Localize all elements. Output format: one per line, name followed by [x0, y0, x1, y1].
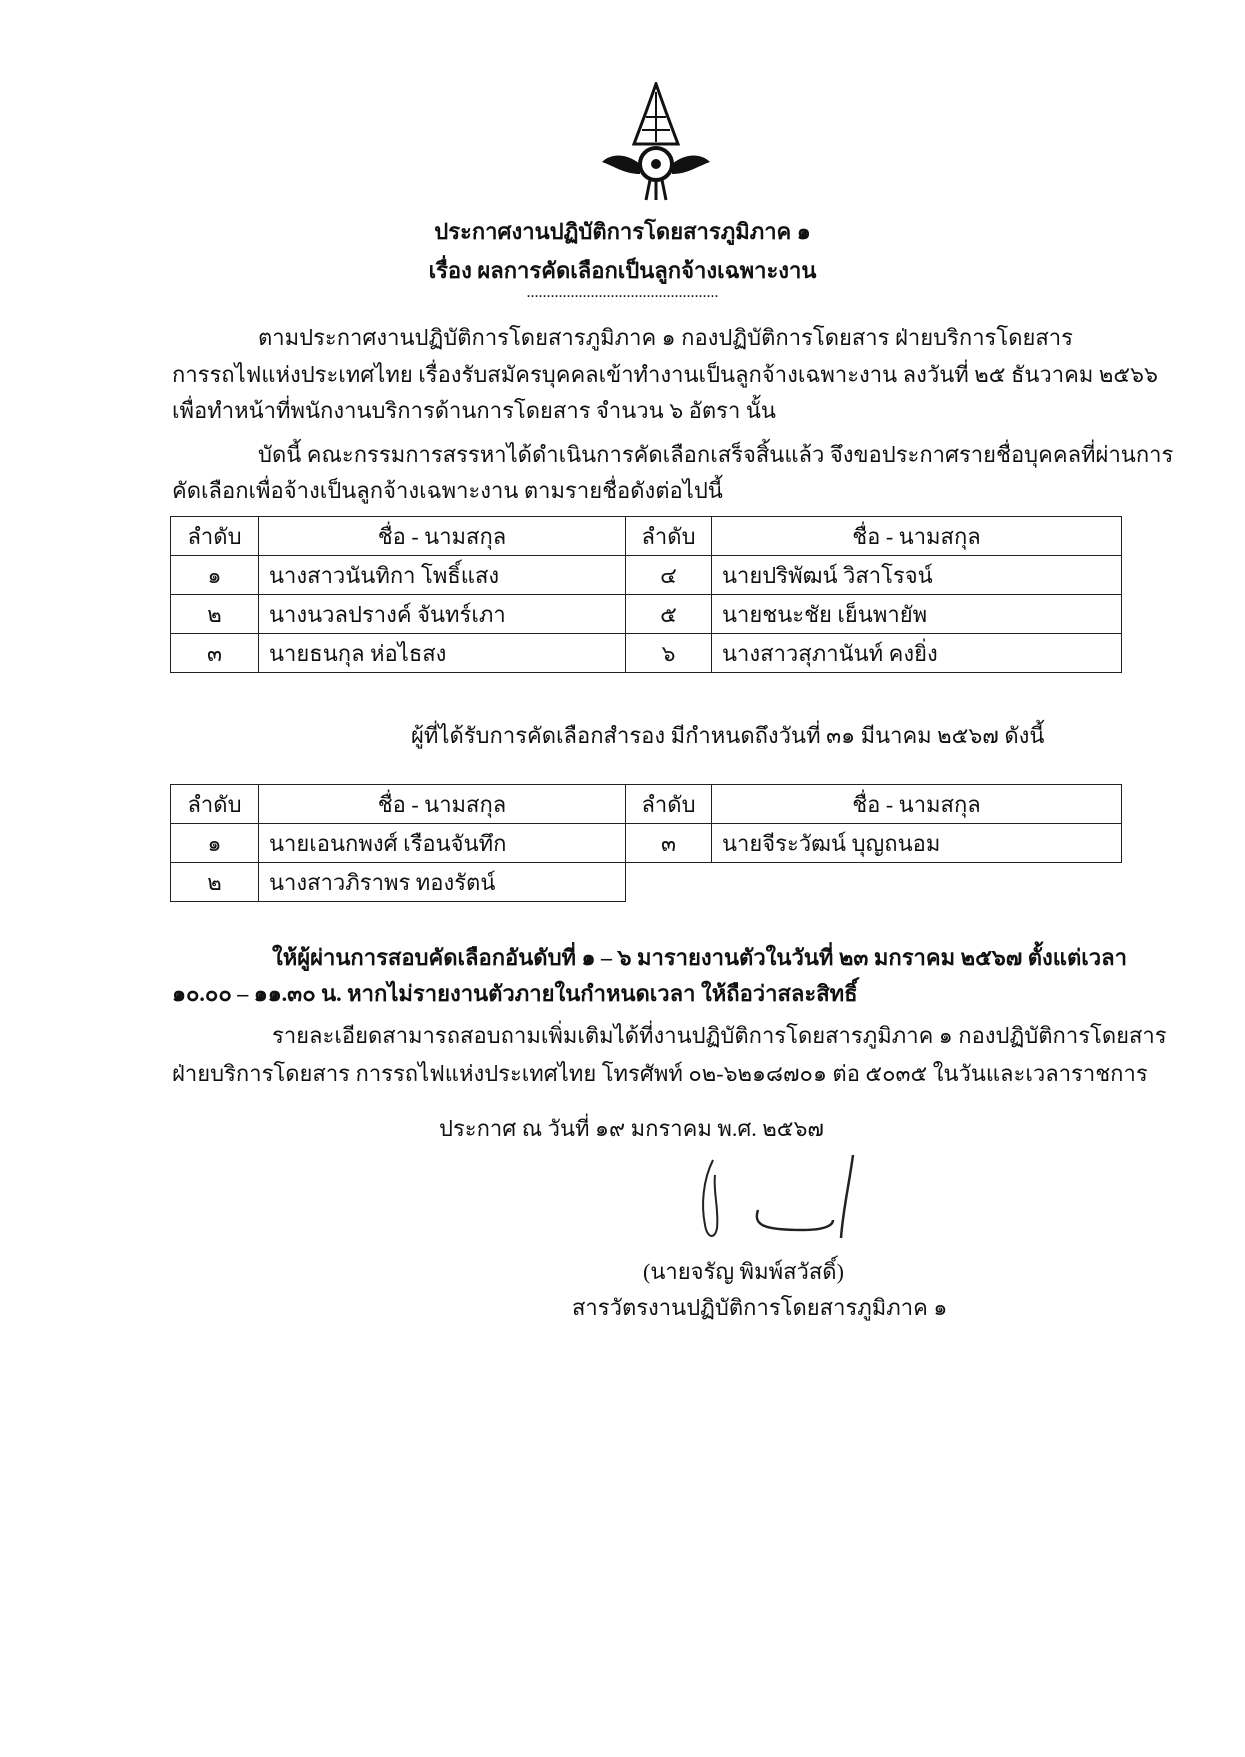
- table-header-row: [171, 517, 1122, 556]
- announcement-title: ประกาศงานปฏิบัติการโดยสารภูมิภาค ๑: [434, 219, 811, 244]
- reserve-intro: ผู้ที่ได้รับการคัดเลือกสำรอง มีกำหนดถึงวันที่ ๓๑ มีนาคม ๒๕๖๗ ดังนี้: [411, 723, 1045, 748]
- header-name: ชื่อ - นามสกุล: [259, 785, 626, 824]
- row-no: ๑: [171, 824, 259, 863]
- header-no: ลำดับ: [171, 517, 259, 556]
- intro-line-4: บัดนี้ คณะกรรมการสรรหาได้ดำเนินการคัดเลือกเสร็จสิ้นแล้ว จึงขอประกาศรายชื่อบุคคลที่ผ่านการ: [258, 442, 1174, 467]
- header-no: ลำดับ: [626, 785, 712, 824]
- row-no: ๕: [626, 595, 712, 634]
- reserve-table: [170, 784, 1122, 902]
- row-no: ๖: [626, 634, 712, 673]
- table-row: [171, 595, 1122, 634]
- row-name: นายปริพัฒน์ วิสาโรจน์: [712, 556, 1122, 595]
- row-no: ๒: [171, 863, 259, 902]
- srt-emblem-logo: [600, 82, 712, 202]
- header-name: ชื่อ - นามสกุล: [712, 517, 1122, 556]
- report-line-1: ให้ผู้ผ่านการสอบคัดเลือกอันดับที่ ๑ – ๖ มารายงานตัวในวันที่ ๒๓ มกราคม ๒๕๖๗ ตั้งแต่เวลา: [272, 945, 1127, 970]
- row-name: นางสาวสุภานันท์ คงยิ่ง: [712, 634, 1122, 673]
- contact-line-2: ฝ่ายบริการโดยสาร การรถไฟแห่งประเทศไทย โทรศัพท์ ๐๒-๖๒๑๘๗๐๑ ต่อ ๕๐๓๕ ในวันและเวลาราชการ: [172, 1061, 1148, 1086]
- row-no: ๒: [171, 595, 259, 634]
- header-no: ลำดับ: [171, 785, 259, 824]
- row-name: นางสาวภิราพร ทองรัตน์: [259, 863, 626, 902]
- announcement-date: ประกาศ ณ วันที่ ๑๙ มกราคม พ.ศ. ๒๕๖๗: [439, 1116, 824, 1141]
- table-row: [171, 634, 1122, 673]
- row-no: ๔: [626, 556, 712, 595]
- row-no: ๑: [171, 556, 259, 595]
- table-header-row: [171, 785, 1122, 824]
- row-name: นายเอนกพงศ์ เรือนจันทึก: [259, 824, 626, 863]
- separator-dots: ................................................: [526, 284, 719, 301]
- contact-line-1: รายละเอียดสามารถสอบถามเพิ่มเติมได้ที่งานปฏิบัติการโดยสารภูมิภาค ๑ กองปฏิบัติการโดยสาร: [272, 1023, 1167, 1048]
- intro-line-2: การรถไฟแห่งประเทศไทย เรื่องรับสมัครบุคคลเข้าทำงานเป็นลูกจ้างเฉพาะงาน ลงวันที่ ๒๕ ธันวาคม ๒๕๖๖: [172, 362, 1158, 387]
- intro-line-3: เพื่อทำหน้าที่พนักงานบริการด้านการโดยสาร จำนวน ๖ อัตรา นั้น: [172, 398, 776, 423]
- announcement-subject: เรื่อง ผลการคัดเลือกเป็นลูกจ้างเฉพาะงาน: [428, 258, 817, 283]
- row-no: ๓: [626, 824, 712, 863]
- row-name: นางนวลปรางค์ จันทร์เภา: [259, 595, 626, 634]
- row-no: ๓: [171, 634, 259, 673]
- table-row: [171, 824, 1122, 863]
- header-name: ชื่อ - นามสกุล: [712, 785, 1122, 824]
- row-name: นายจีระวัฒน์ บุญถนอม: [712, 824, 1122, 863]
- intro-line-1: ตามประกาศงานปฏิบัติการโดยสารภูมิภาค ๑ กองปฏิบัติการโดยสาร ฝ่ายบริการโดยสาร: [258, 325, 1073, 350]
- row-name: นายธนกุล ห่อไธสง: [259, 634, 626, 673]
- row-name: นางสาวนันทิกา โพธิ์แสง: [259, 556, 626, 595]
- row-name: นายชนะชัย เย็นพายัพ: [712, 595, 1122, 634]
- table-row: [171, 863, 1122, 902]
- header-name: ชื่อ - นามสกุล: [259, 517, 626, 556]
- handwritten-signature: [683, 1150, 873, 1245]
- selected-table: [170, 516, 1122, 673]
- intro-line-5: คัดเลือกเพื่อจ้างเป็นลูกจ้างเฉพาะงาน ตามรายชื่อดังต่อไปนี้: [172, 478, 723, 503]
- table-row: [171, 556, 1122, 595]
- signatory-name: (นายจรัญ พิมพ์สวัสดิ์): [643, 1259, 844, 1284]
- report-line-2: ๑๐.๐๐ – ๑๑.๓๐ น. หากไม่รายงานตัวภายในกำหนดเวลา ให้ถือว่าสละสิทธิ์: [172, 981, 858, 1006]
- signatory-position: สารวัตรงานปฏิบัติการโดยสารภูมิภาค ๑: [572, 1295, 948, 1320]
- header-no: ลำดับ: [626, 517, 712, 556]
